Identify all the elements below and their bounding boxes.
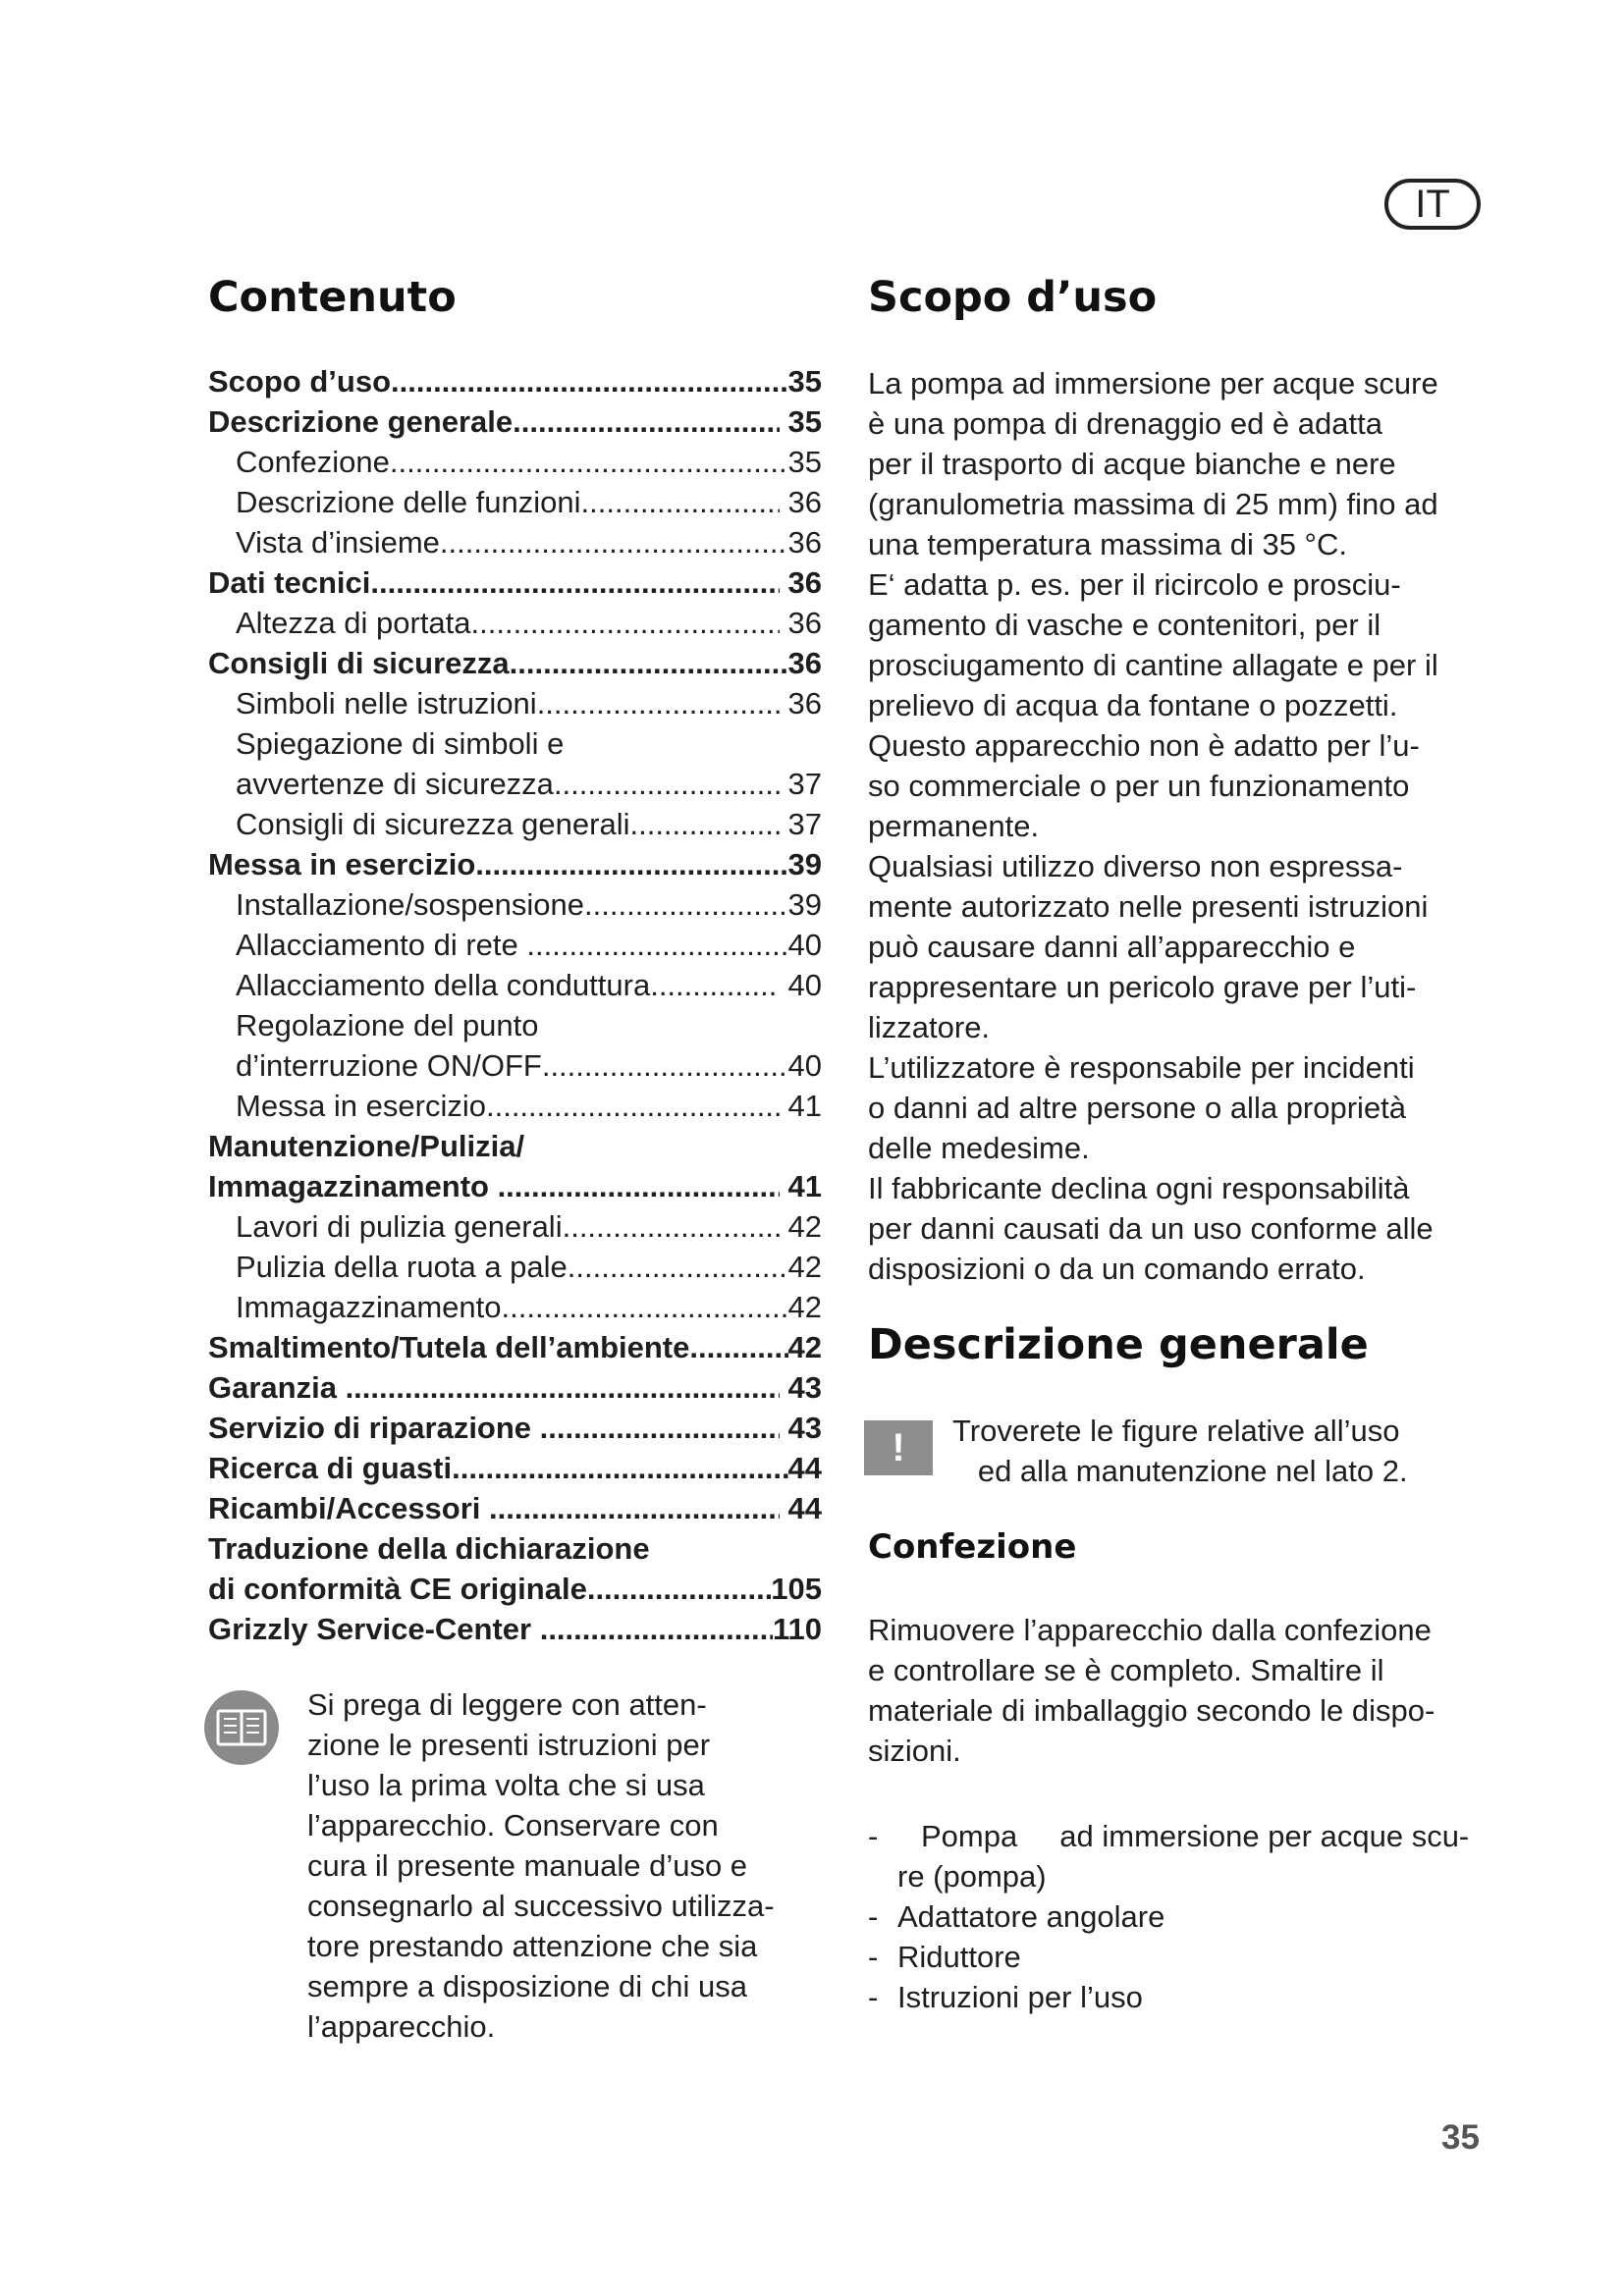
toc-entry [208, 1408, 822, 1448]
toc-entry-page: 43 [779, 1411, 822, 1445]
toc-leader-dots [554, 764, 780, 804]
text-line: gamento di vasche e contenitori, per il [868, 608, 1381, 642]
toc-entry-page: 36 [779, 565, 822, 600]
note-line: l’apparecchio. [307, 2009, 496, 2044]
toc-leader-dots [510, 643, 788, 683]
figures-note [952, 1411, 1502, 1491]
toc-entry-label: di conformità CE originale [208, 1572, 587, 1606]
toc-entry-label: Allacciamento della conduttura [236, 968, 651, 1002]
note-line: consegnarlo al successivo utilizza- [307, 1889, 775, 1923]
toc-entry-label: Traduzione della dichiarazione [208, 1531, 650, 1566]
toc-entry [208, 643, 822, 683]
text-line: per il trasporto di acque bianche e nere [868, 447, 1396, 481]
toc-entry-label: Ricerca di guasti [208, 1451, 453, 1485]
toc-entry-label: Consigli di sicurezza generali [236, 807, 630, 841]
toc-entry-page: 40 [787, 928, 822, 962]
toc-entry [208, 683, 822, 723]
toc-entry-page: 36 [779, 606, 822, 640]
scopo-paragraph [868, 363, 1496, 1289]
toc-entry-label: Scopo d’uso [208, 364, 391, 399]
read-manual-icon [204, 1690, 279, 1765]
toc-entry-label: Dati tecnici [208, 565, 371, 600]
list-item: - Adattatore angolare [868, 1899, 1165, 1934]
toc-entry-label: Immagazzinamento [236, 1290, 502, 1324]
toc-leader-dots [563, 1206, 780, 1247]
list-item: - Pompa ad immersione per acque scu- [868, 1819, 1470, 1853]
toc-entry-page: 110 [772, 1612, 822, 1646]
text-line: delle medesime. [868, 1131, 1090, 1165]
toc-entry [208, 844, 822, 884]
toc-heading: Contenuto [208, 273, 457, 322]
note-line: ed alla manutenzione nel lato 2. [952, 1454, 1408, 1488]
note-line: l’uso la prima volta che si usa [307, 1768, 705, 1802]
text-line: e controllare se è completo. Smaltire il [868, 1653, 1384, 1687]
toc-entry [208, 482, 822, 522]
text-line: rappresentare un pericolo grave per l’uti- [868, 970, 1417, 1004]
descrizione-heading: Descrizione generale [868, 1320, 1369, 1369]
toc-leader-dots [540, 1408, 780, 1448]
toc-entry-page: 36 [787, 525, 822, 560]
text-line: L’utilizzatore è responsabile per incidenti [868, 1050, 1415, 1085]
toc-leader-dots [370, 562, 780, 603]
toc-entry [208, 562, 822, 603]
toc-entry-label: Allacciamento di rete [236, 928, 527, 962]
text-line: E‘ adatta p. es. per il ricircolo e prosciu- [868, 567, 1401, 602]
language-badge: IT [1384, 179, 1481, 230]
toc-entry-page: 39 [787, 847, 822, 881]
toc-leader-dots [440, 522, 788, 562]
note-line: sempre a disposizione di chi usa [307, 1969, 748, 2003]
toc-entry [208, 1287, 822, 1327]
toc-leader-dots [581, 482, 780, 522]
text-line: Qualsiasi utilizzo diverso non espressa- [868, 849, 1403, 883]
toc-entry-label: d’interruzione ON/OFF [236, 1048, 542, 1083]
toc-leader-dots [526, 925, 787, 965]
toc-entry [208, 723, 822, 764]
toc-entry-label: Manutenzione/Pulizia/ [208, 1129, 525, 1163]
toc-entry-label: avvertenze di sicurezza [236, 767, 554, 801]
text-line: (granulometria massima di 25 mm) fino ad [868, 487, 1438, 521]
text-line: o danni ad altre persone o alla proprietà [868, 1091, 1407, 1125]
list-item: - Riduttore [868, 1940, 1021, 1974]
toc-leader-dots [689, 1327, 787, 1367]
toc-leader-dots [537, 683, 780, 723]
toc-entry-page: 42 [787, 1290, 822, 1324]
toc-entry-page: 39 [787, 887, 822, 922]
toc-entry-page: 40 [779, 968, 822, 1002]
toc-entry-label: Pulizia della ruota a pale [236, 1250, 568, 1284]
toc-entry [208, 1488, 822, 1528]
toc-leader-dots [540, 1609, 773, 1649]
toc-entry-label: Garanzia [208, 1370, 346, 1405]
toc-entry-page: 36 [779, 686, 822, 721]
text-line: una temperatura massima di 35 °C. [868, 527, 1347, 561]
toc-entry-page: 43 [779, 1370, 822, 1405]
toc-entry-label: Messa in esercizio [208, 847, 476, 881]
text-line: può causare danni all’apparecchio e [868, 930, 1356, 964]
page-number: 35 [1441, 2118, 1480, 2157]
toc-entry-label: Ricambi/Accessori [208, 1491, 490, 1525]
toc-leader-dots [452, 1448, 787, 1488]
scopo-heading: Scopo d’uso [868, 273, 1158, 322]
toc-entry [208, 1005, 822, 1045]
confezione-heading: Confezione [868, 1527, 1077, 1567]
text-line: permanente. [868, 809, 1040, 843]
toc-entry [208, 925, 822, 965]
toc-entry [208, 361, 822, 401]
text-line: lizzatore. [868, 1010, 991, 1044]
read-instructions-note [307, 1684, 828, 2047]
toc-entry-page: 35 [779, 404, 822, 439]
toc-entry-page: 36 [779, 485, 822, 519]
toc-leader-dots [391, 361, 788, 401]
toc-leader-dots [513, 401, 780, 442]
toc-leader-dots [584, 884, 787, 925]
toc-entry [208, 804, 822, 844]
table-of-contents [208, 361, 822, 1649]
text-line: mente autorizzato nelle presenti istruzioni [868, 889, 1429, 924]
toc-leader-dots [650, 965, 780, 1005]
toc-entry-page: 42 [779, 1209, 822, 1244]
toc-entry-label: Messa in esercizio [236, 1089, 486, 1123]
note-line: zione le presenti istruzioni per [307, 1728, 711, 1762]
toc-entry-label: Confezione [236, 445, 390, 479]
toc-entry [208, 884, 822, 925]
toc-entry-label: Consigli di sicurezza [208, 646, 510, 680]
toc-entry-label: Descrizione generale [208, 404, 514, 439]
toc-entry-label: Simboli nelle istruzioni [236, 686, 537, 721]
text-line: per danni causati da un uso conforme alle [868, 1211, 1434, 1246]
note-line: tore prestando attenzione che sia [307, 1929, 758, 1963]
toc-entry-label: Altezza di portata [236, 606, 471, 640]
list-item: re (pompa) [897, 1859, 1047, 1894]
toc-entry-label: Descrizione delle funzioni [236, 485, 581, 519]
text-line: La pompa ad immersione per acque scure [868, 366, 1438, 400]
toc-entry-page: 40 [787, 1048, 822, 1083]
toc-entry [208, 1045, 822, 1086]
toc-entry [208, 1206, 822, 1247]
text-line: prosciugamento di cantine allagate e per il [868, 648, 1438, 682]
toc-entry-page: 41 [779, 1169, 822, 1203]
toc-leader-dots [587, 1569, 771, 1609]
toc-leader-dots [489, 1488, 780, 1528]
toc-entry-label: Vista d’insieme [236, 525, 440, 560]
toc-leader-dots [471, 603, 780, 643]
attention-icon: ! [864, 1420, 933, 1475]
toc-leader-dots [390, 442, 788, 482]
toc-entry-label: Lavori di pulizia generali [236, 1209, 563, 1244]
toc-leader-dots [542, 1045, 788, 1086]
toc-entry-page: 42 [787, 1250, 822, 1284]
toc-leader-dots [486, 1086, 780, 1126]
text-line: materiale di imballaggio secondo le dispo- [868, 1693, 1435, 1728]
text-line: Questo apparecchio non è adatto per l’u- [868, 728, 1420, 763]
text-line: disposizioni o da un comando errato. [868, 1252, 1366, 1286]
toc-leader-dots [502, 1287, 788, 1327]
toc-entry-label: Regolazione del punto [236, 1008, 539, 1042]
toc-entry-page: 35 [787, 445, 822, 479]
note-line: Troverete le figure relative all’uso [952, 1414, 1400, 1448]
toc-entry-page: 105 [771, 1572, 822, 1606]
toc-leader-dots [346, 1367, 780, 1408]
toc-entry-label: Immagazzinamento [208, 1169, 498, 1203]
toc-entry-label: Grizzly Service-Center [208, 1612, 540, 1646]
toc-entry [208, 603, 822, 643]
toc-entry [208, 965, 822, 1005]
toc-entry [208, 764, 822, 804]
toc-entry-label: Smaltimento/Tutela dell’ambiente [208, 1330, 690, 1364]
text-line: è una pompa di drenaggio ed è adatta [868, 406, 1382, 441]
confezione-paragraph [868, 1610, 1496, 1771]
list-item: - Istruzioni per l’uso [868, 1980, 1143, 2014]
toc-entry [208, 1126, 822, 1166]
toc-entry [208, 1327, 822, 1367]
toc-entry-label: Installazione/sospensione [236, 887, 585, 922]
toc-entry [208, 1086, 822, 1126]
toc-entry-page: 37 [779, 807, 822, 841]
text-line: Il fabbricante declina ogni responsabilità [868, 1171, 1410, 1205]
note-line: cura il presente manuale d’uso e [307, 1848, 748, 1883]
note-line: Si prega di leggere con atten- [307, 1687, 707, 1722]
toc-entry [208, 1569, 822, 1609]
toc-entry-page: 44 [787, 1451, 822, 1485]
text-line: prelievo di acqua da fontane o pozzetti. [868, 688, 1398, 722]
toc-entry-page: 36 [787, 646, 822, 680]
toc-leader-dots [568, 1247, 788, 1287]
toc-leader-dots [475, 844, 787, 884]
toc-entry [208, 1448, 822, 1488]
text-line: sizioni. [868, 1734, 961, 1768]
toc-entry [208, 1609, 822, 1649]
toc-entry-page: 42 [787, 1330, 822, 1364]
toc-entry [208, 401, 822, 442]
toc-leader-dots [629, 804, 779, 844]
toc-entry-label: Spiegazione di simboli e [236, 726, 565, 761]
toc-entry-page: 37 [779, 767, 822, 801]
toc-leader-dots [498, 1166, 780, 1206]
toc-entry-page: 44 [779, 1491, 822, 1525]
text-line: so commerciale o per un funzionamento [868, 769, 1410, 803]
toc-entry [208, 1528, 822, 1569]
toc-entry [208, 442, 822, 482]
toc-entry-label: Servizio di riparazione [208, 1411, 540, 1445]
note-line: l’apparecchio. Conservare con [307, 1808, 719, 1842]
text-line: Rimuovere l’apparecchio dalla confezione [868, 1613, 1432, 1647]
toc-entry-page: 35 [787, 364, 822, 399]
toc-entry [208, 1166, 822, 1206]
package-contents-list [868, 1816, 1536, 2017]
toc-entry-page: 41 [779, 1089, 822, 1123]
toc-entry [208, 1247, 822, 1287]
toc-entry [208, 522, 822, 562]
toc-entry [208, 1367, 822, 1408]
